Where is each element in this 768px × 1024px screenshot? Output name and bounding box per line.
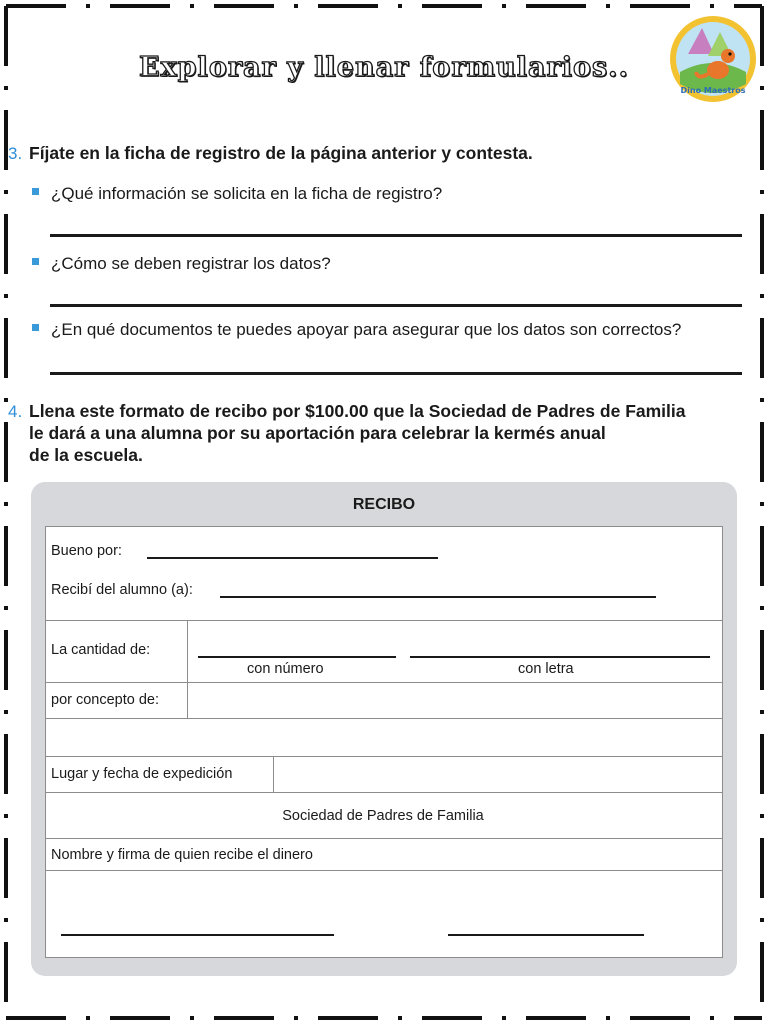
firma-field[interactable] bbox=[448, 934, 644, 936]
question-4-line-3: de la escuela. bbox=[29, 445, 143, 465]
recibi-label: Recibí del alumno (a): bbox=[51, 582, 193, 598]
question-3-number: 3. bbox=[8, 144, 23, 163]
question-3-item-1: ¿Qué información se solicita en la ficha de registro? bbox=[51, 184, 443, 203]
bullet-icon bbox=[32, 188, 39, 195]
question-4-text bbox=[29, 400, 686, 466]
question-4-line-2: le dará a una alumna por su aportación para celebrar la kermés anual bbox=[29, 423, 606, 443]
concepto-label: por concepto de: bbox=[51, 692, 160, 708]
question-4-number: 4. bbox=[8, 402, 23, 421]
divider bbox=[45, 792, 723, 793]
divider bbox=[187, 620, 188, 718]
divider bbox=[273, 756, 274, 792]
bueno-por-label: Bueno por: bbox=[51, 543, 122, 559]
svg-text:Dino Maestros: Dino Maestros bbox=[680, 86, 746, 95]
cantidad-numero-field[interactable] bbox=[198, 656, 396, 658]
recibi-field[interactable] bbox=[220, 596, 656, 598]
divider bbox=[45, 838, 723, 839]
question-3-text: Fíjate en la ficha de registro de la página anterior y contesta. bbox=[29, 143, 533, 163]
firma-label: Nombre y firma de quien recibe el dinero bbox=[51, 847, 313, 863]
con-letra-caption: con letra bbox=[518, 661, 574, 677]
con-numero-caption: con número bbox=[247, 661, 324, 677]
question-3-item-3: ¿En qué documentos te puedes apoyar para asegurar que los datos son correctos? bbox=[51, 320, 682, 339]
dinosaur-logo-icon bbox=[668, 14, 758, 104]
cantidad-letra-field[interactable] bbox=[410, 656, 710, 658]
bullet-icon bbox=[32, 324, 39, 331]
question-4-line-1: Llena este formato de recibo por $100.00 que la Sociedad de Padres de Familia bbox=[29, 401, 686, 421]
receipt-title: RECIBO bbox=[352, 496, 416, 513]
answer-line-1[interactable] bbox=[50, 234, 742, 237]
nombre-field[interactable] bbox=[61, 934, 334, 936]
bullet-icon bbox=[32, 258, 39, 265]
bueno-por-field[interactable] bbox=[147, 557, 438, 559]
lugar-fecha-field[interactable] bbox=[275, 757, 721, 791]
concepto-field-extra[interactable] bbox=[46, 719, 721, 755]
sociedad-label: Sociedad de Padres de Familia bbox=[282, 808, 484, 824]
lugar-fecha-label: Lugar y fecha de expedición bbox=[51, 766, 233, 782]
divider bbox=[45, 620, 723, 621]
concepto-field[interactable] bbox=[189, 683, 721, 717]
answer-line-2[interactable] bbox=[50, 304, 742, 307]
cantidad-label: La cantidad de: bbox=[51, 642, 151, 658]
question-3-item-2: ¿Cómo se deben registrar los datos? bbox=[51, 254, 331, 273]
divider bbox=[45, 870, 723, 871]
answer-line-3[interactable] bbox=[50, 372, 742, 375]
page-title: Explorar y llenar formularios.. bbox=[139, 52, 629, 83]
